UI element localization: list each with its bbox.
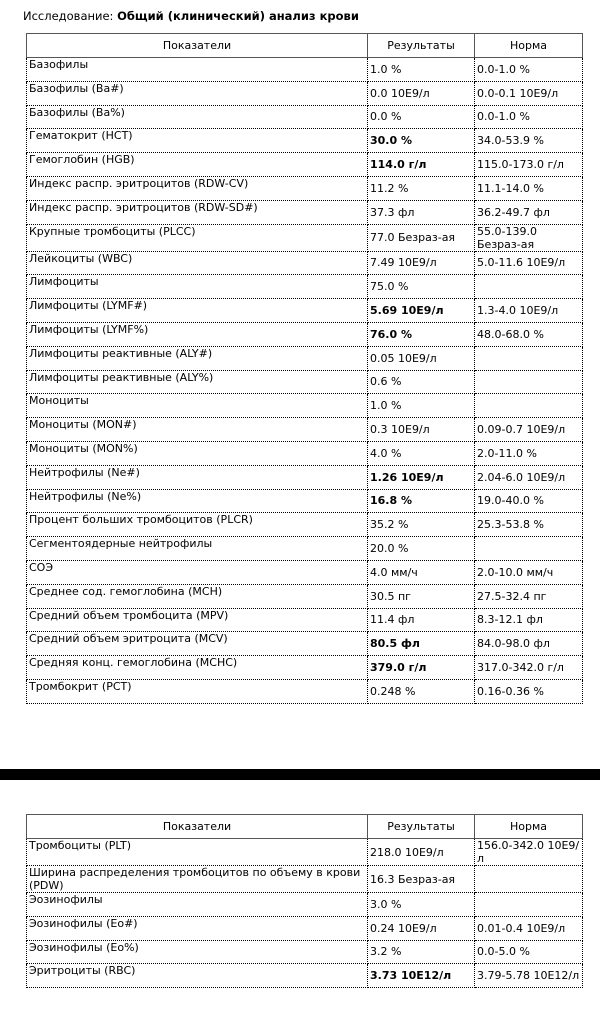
cell-norm: 36.2-49.7 фл <box>475 200 583 224</box>
table-row <box>27 916 583 940</box>
table-row <box>27 275 583 299</box>
cell-result: 80.5 фл <box>368 632 475 656</box>
cell-result: 37.3 фл <box>368 200 475 224</box>
cell-param: Лимфоциты реактивные (ALY%) <box>27 370 368 394</box>
table-row <box>27 608 583 632</box>
cell-param: Сегментоядерные нейтрофилы <box>27 537 368 561</box>
cell-result: 0.0 10E9/л <box>368 81 475 105</box>
cell-result: 0.0 % <box>368 105 475 129</box>
cell-param: Базофилы (Ba%) <box>27 105 368 129</box>
table-row <box>27 465 583 489</box>
table-row <box>27 893 583 917</box>
cell-result: 1.0 % <box>368 394 475 418</box>
table-row <box>27 251 583 275</box>
results-table-2 <box>26 814 583 988</box>
table-row <box>27 441 583 465</box>
cell-param: Среднее сод. гемоглобина (MCH) <box>27 584 368 608</box>
cell-param: Базофилы <box>27 58 368 82</box>
cell-param: Лимфоциты (LYMF#) <box>27 299 368 323</box>
cell-result: 30.5 пг <box>368 584 475 608</box>
table-row <box>27 418 583 442</box>
table-row <box>27 322 583 346</box>
cell-param: Ширина распределения тромбоцитов по объему в крови (PDW) <box>27 866 368 893</box>
cell-norm: 0.0-5.0 % <box>475 940 583 964</box>
cell-param: Моноциты (MON%) <box>27 441 368 465</box>
cell-norm: 0.0-1.0 % <box>475 105 583 129</box>
cell-norm <box>475 394 583 418</box>
cell-result: 4.0 мм/ч <box>368 560 475 584</box>
table-row <box>27 632 583 656</box>
cell-norm: 5.0-11.6 10E9/л <box>475 251 583 275</box>
cell-result: 11.2 % <box>368 176 475 200</box>
table-row <box>27 346 583 370</box>
cell-param: Крупные тромбоциты (PLCC) <box>27 224 368 251</box>
cell-norm: 48.0-68.0 % <box>475 322 583 346</box>
table-row <box>27 679 583 703</box>
col-header-result: Результаты <box>368 815 475 839</box>
cell-norm: 55.0-139.0 Безраз-ая <box>475 224 583 251</box>
cell-norm: 0.01-0.4 10E9/л <box>475 916 583 940</box>
table-row <box>27 513 583 537</box>
cell-param: Лимфоциты (LYMF%) <box>27 322 368 346</box>
cell-param: Тромбокрит (PCT) <box>27 679 368 703</box>
cell-norm: 2.04-6.0 10E9/л <box>475 465 583 489</box>
cell-param: Процент больших тромбоцитов (PLCR) <box>27 513 368 537</box>
cell-param: Нейтрофилы (Ne#) <box>27 465 368 489</box>
cell-param: Тромбоциты (PLT) <box>27 839 368 866</box>
table-row <box>27 940 583 964</box>
cell-norm: 11.1-14.0 % <box>475 176 583 200</box>
cell-norm <box>475 866 583 893</box>
cell-norm <box>475 537 583 561</box>
cell-result: 16.3 Безраз-ая <box>368 866 475 893</box>
cell-param: Нейтрофилы (Ne%) <box>27 489 368 513</box>
table-row <box>27 176 583 200</box>
table-row <box>27 560 583 584</box>
cell-result: 0.6 % <box>368 370 475 394</box>
table-header-row <box>27 815 583 839</box>
table-row <box>27 153 583 177</box>
cell-param: Лейкоциты (WBC) <box>27 251 368 275</box>
cell-norm: 8.3-12.1 фл <box>475 608 583 632</box>
cell-result: 379.0 г/л <box>368 656 475 680</box>
cell-result: 35.2 % <box>368 513 475 537</box>
cell-result: 1.0 % <box>368 58 475 82</box>
cell-norm: 1.3-4.0 10E9/л <box>475 299 583 323</box>
cell-param: Средний объем тромбоцита (MPV) <box>27 608 368 632</box>
cell-result: 0.05 10E9/л <box>368 346 475 370</box>
cell-norm: 115.0-173.0 г/л <box>475 153 583 177</box>
cell-norm: 2.0-11.0 % <box>475 441 583 465</box>
cell-param: СОЭ <box>27 560 368 584</box>
page-separator <box>0 769 600 780</box>
cell-result: 75.0 % <box>368 275 475 299</box>
cell-result: 1.26 10E9/л <box>368 465 475 489</box>
cell-param: Гематокрит (HCT) <box>27 129 368 153</box>
cell-norm: 0.09-0.7 10E9/л <box>475 418 583 442</box>
cell-result: 5.69 10E9/л <box>368 299 475 323</box>
cell-result: 11.4 фл <box>368 608 475 632</box>
table-row <box>27 839 583 866</box>
table-row <box>27 489 583 513</box>
cell-norm: 0.16-0.36 % <box>475 679 583 703</box>
cell-param: Лимфоциты <box>27 275 368 299</box>
cell-param: Эозинофилы (Eo#) <box>27 916 368 940</box>
cell-norm: 34.0-53.9 % <box>475 129 583 153</box>
cell-norm <box>475 275 583 299</box>
table-row <box>27 105 583 129</box>
cell-norm: 3.79-5.78 10E12/л <box>475 964 583 988</box>
col-header-param: Показатели <box>27 34 368 58</box>
cell-result: 3.0 % <box>368 893 475 917</box>
table-row <box>27 866 583 893</box>
cell-norm <box>475 370 583 394</box>
col-header-param: Показатели <box>27 815 368 839</box>
cell-result: 218.0 10E9/л <box>368 839 475 866</box>
cell-norm: 19.0-40.0 % <box>475 489 583 513</box>
cell-result: 7.49 10E9/л <box>368 251 475 275</box>
cell-result: 114.0 г/л <box>368 153 475 177</box>
cell-result: 20.0 % <box>368 537 475 561</box>
cell-result: 4.0 % <box>368 441 475 465</box>
table-row <box>27 299 583 323</box>
col-header-norm: Норма <box>475 815 583 839</box>
table-row <box>27 224 583 251</box>
cell-param: Эозинофилы (Eo%) <box>27 940 368 964</box>
cell-param: Гемоглобин (HGB) <box>27 153 368 177</box>
cell-norm: 0.0-0.1 10E9/л <box>475 81 583 105</box>
col-header-result: Результаты <box>368 34 475 58</box>
cell-result: 3.2 % <box>368 940 475 964</box>
cell-param: Средняя конц. гемоглобина (MCHC) <box>27 656 368 680</box>
cell-result: 3.73 10E12/л <box>368 964 475 988</box>
cell-result: 16.8 % <box>368 489 475 513</box>
col-header-norm: Норма <box>475 34 583 58</box>
cell-param: Моноциты <box>27 394 368 418</box>
cell-norm: 25.3-53.8 % <box>475 513 583 537</box>
study-label: Исследование: <box>23 9 114 23</box>
cell-result: 0.3 10E9/л <box>368 418 475 442</box>
table-row <box>27 129 583 153</box>
cell-param: Эритроциты (RBC) <box>27 964 368 988</box>
cell-param: Индекс распр. эритроцитов (RDW-CV) <box>27 176 368 200</box>
study-name: Общий (клинический) анализ крови <box>117 9 359 23</box>
cell-param: Моноциты (MON#) <box>27 418 368 442</box>
table-row <box>27 394 583 418</box>
study-title <box>23 9 359 23</box>
table-row <box>27 537 583 561</box>
cell-result: 0.24 10E9/л <box>368 916 475 940</box>
cell-norm: 317.0-342.0 г/л <box>475 656 583 680</box>
cell-norm: 156.0-342.0 10E9/л <box>475 839 583 866</box>
cell-result: 0.248 % <box>368 679 475 703</box>
table-header-row <box>27 34 583 58</box>
cell-norm: 84.0-98.0 фл <box>475 632 583 656</box>
table-row <box>27 964 583 988</box>
table-row <box>27 58 583 82</box>
table-row <box>27 370 583 394</box>
cell-result: 77.0 Безраз-ая <box>368 224 475 251</box>
cell-norm <box>475 893 583 917</box>
table-row <box>27 200 583 224</box>
cell-param: Средний объем эритроцита (MCV) <box>27 632 368 656</box>
cell-result: 30.0 % <box>368 129 475 153</box>
cell-result: 76.0 % <box>368 322 475 346</box>
cell-param: Лимфоциты реактивные (ALY#) <box>27 346 368 370</box>
table-row <box>27 584 583 608</box>
results-table-1 <box>26 33 583 704</box>
cell-param: Базофилы (Ba#) <box>27 81 368 105</box>
cell-param: Индекс распр. эритроцитов (RDW-SD#) <box>27 200 368 224</box>
cell-norm: 0.0-1.0 % <box>475 58 583 82</box>
cell-param: Эозинофилы <box>27 893 368 917</box>
cell-norm <box>475 346 583 370</box>
table-row <box>27 656 583 680</box>
cell-norm: 27.5-32.4 пг <box>475 584 583 608</box>
table-row <box>27 81 583 105</box>
cell-norm: 2.0-10.0 мм/ч <box>475 560 583 584</box>
